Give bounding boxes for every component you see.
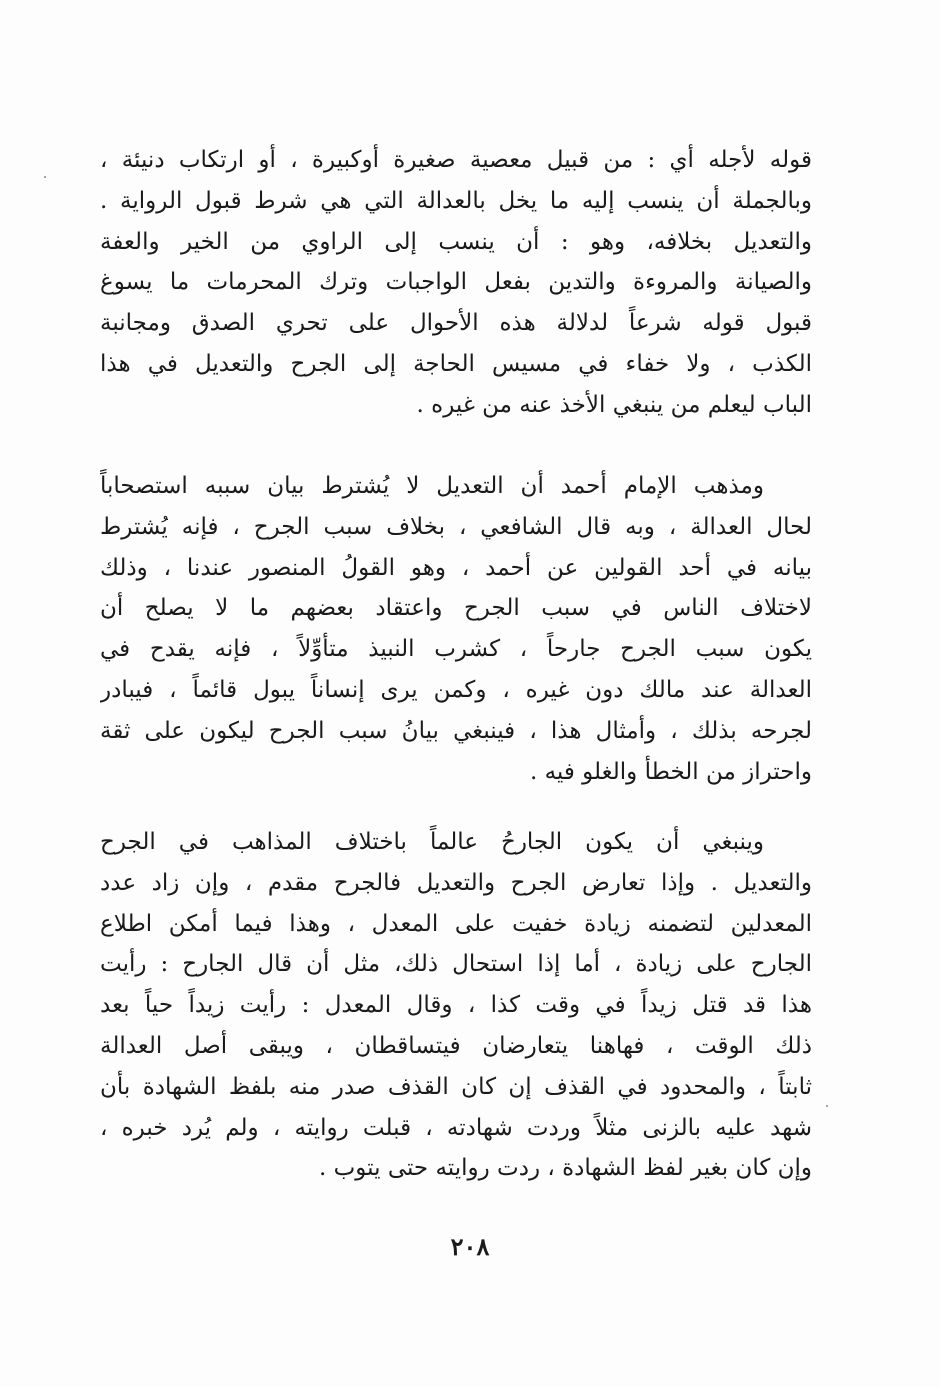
text-line: ذلك الوقت ، فهاهنا يتعارضان فيتساقطان ، ويبقى أصل العدالة [100,1032,812,1059]
paragraph-3 [100,822,812,1189]
paragraph-1 [100,140,812,426]
text-line: قوله لأجله أي : من قبيل معصية صغيرة أوكبيرة ، أو ارتكاب دنيئة ، [100,147,812,173]
text-line: والتعديل . وإذا تعارض الجرح والتعديل فالجرح مقدم ، وإن زاد عدد [100,869,812,896]
text-line: ثابتاً ، والمحدود في القذف إن كان القذف صدر منه بلفظ الشهادة بأن [100,1073,812,1100]
scan-speck [826,1105,828,1107]
text-line: المعدلين لتضمنه زيادة خفيت على المعدل ، وهذا فيما أمكن اطلاع [100,910,812,937]
text-line: ومذهب الإمام أحمد أن التعديل لا يُشترط بيان سببه استصحاباً [100,473,764,499]
text-line: وبالجملة أن ينسب إليه ما يخل بالعدالة التي هي شرط قبول الرواية . [100,187,812,214]
text-line: الجارح على زيادة ، أما إذا استحال ذلك، مثل أن قال الجارح : رأيت [100,951,812,978]
text-line: والصيانة والمروءة والتدين بفعل الواجبات وترك المحرمات ما يسوغ [100,269,812,296]
text-line: بيانه في أحد القولين عن أحمد ، وهو القولُ المنصور عندنا ، وذلك [100,554,812,581]
text-line: الكذب ، ولا خفاء في مسيس الحاجة إلى الجرح والتعديل في هذا [100,350,812,377]
text-line: قبول قوله شرعاً لدلالة هذه الأحوال على تحري الصدق ومجانبة [100,310,812,337]
text-line: وإن كان بغير لفظ الشهادة ، ردت روايته حتى يتوب . [319,1155,812,1182]
page-number: ٢٠٨ [450,1232,490,1261]
paragraph-2 [100,466,812,792]
text-line: هذا قد قتل زيداً في وقت كذا ، وقال المعدل : رأيت زيداً حياً بعد [100,992,812,1019]
text-line: واحتراز من الخطأ والغلو فيه . [529,758,812,785]
text-line: لاختلاف الناس في سبب الجرح واعتقاد بعضهم ما لا يصلح أن [100,595,812,622]
text-line: لحال العدالة ، وبه قال الشافعي ، بخلاف سبب الجرح ، فإنه يُشترط [100,513,812,540]
text-line: وينبغي أن يكون الجارحُ عالماً باختلاف المذاهب في الجرح [100,829,764,855]
text-line: شهد عليه بالزنى مثلاً وردت شهادته ، قبلت روايته ، ولم يُرد خبره ، [100,1114,812,1141]
scan-speck [44,176,46,178]
text-line: العدالة عند مالك دون غيره ، وكمن يرى إنساناً يبول قائماً ، فيبادر [100,676,812,703]
text-line: يكون سبب الجرح جارحاً ، كشرب النبيذ متأوِّلاً ، فإنه يقدح في [100,636,812,663]
text-line: والتعديل بخلافه، وهو : أن ينسب إلى الراوي من الخير والعفة [100,228,812,255]
text-line: الباب ليعلم من ينبغي الأخذ عنه من غيره . [416,391,812,418]
text-line: لجرحه بذلك ، وأمثال هذا ، فينبغي بيانُ سبب الجرح ليكون على ثقة [100,717,812,744]
